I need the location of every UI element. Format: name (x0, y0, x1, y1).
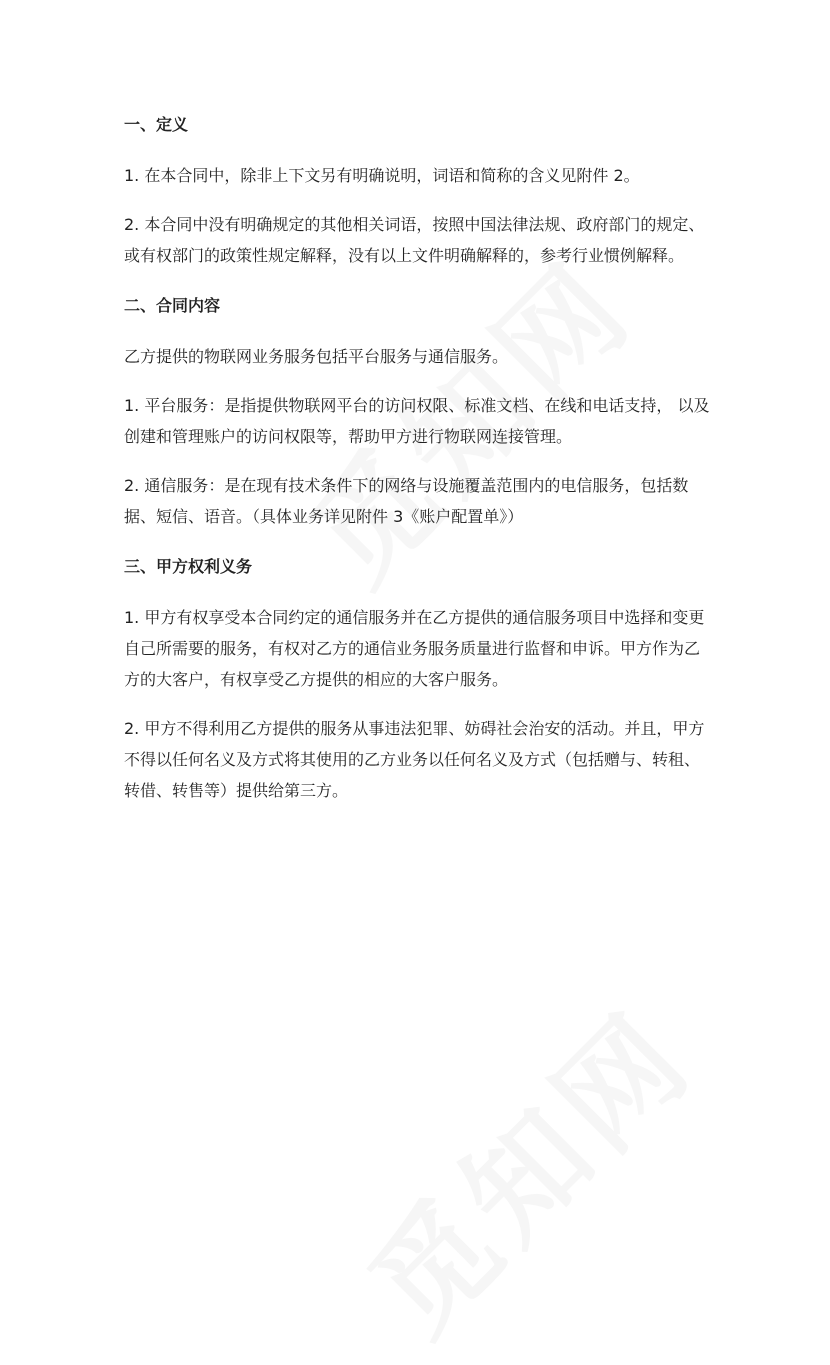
paragraph: 1. 在本合同中，除非上下文另有明确说明，词语和简称的含义见附件 2。 (124, 166, 640, 185)
paragraph: 2. 本合同中没有明确规定的其他相关词语，按照中国法律法规、政府部门的规定、或有权部门的政策性规定解释，没有以上文件明确解释的，参考行业惯例解释。 (124, 215, 705, 265)
watermark (326, 967, 723, 1364)
paragraph: 2. 甲方不得利用乙方提供的服务从事违法犯罪、妨碍社会治安的活动。并且，甲方不得以任何名义及方式将其使用的乙方业务以任何名义及方式（包括赠与、转租、转借、转售等）提供给第三方。 (124, 719, 705, 800)
paragraph: 1. 平台服务：是指提供物联网平台的访问权限、标准文档、在线和电话支持， 以及创建和管理账户的访问权限等，帮助甲方进行物联网连接管理。 (124, 396, 710, 446)
section-heading-definitions: 一、定义 (124, 115, 189, 134)
document-body (124, 112, 714, 806)
paragraph: 1. 甲方有权享受本合同约定的通信服务并在乙方提供的通信服务项目中选择和变更自己所需要的服务，有权对乙方的通信业务服务质量进行监督和申诉。甲方作为乙方的大客户，有权享受乙方提供的相应的大客户服务。 (124, 608, 705, 689)
paragraph: 2. 通信服务：是在现有技术条件下的网络与设施覆盖范围内的电信服务，包括数据、短信、语音。（具体业务详见附件 3《账户配置单》） (124, 476, 689, 526)
section-heading-contract-content: 二、合同内容 (124, 296, 221, 315)
paragraph: 乙方提供的物联网业务服务包括平台服务与通信服务。 (124, 347, 509, 366)
section-heading-party-a-rights: 三、甲方权利义务 (124, 557, 253, 576)
